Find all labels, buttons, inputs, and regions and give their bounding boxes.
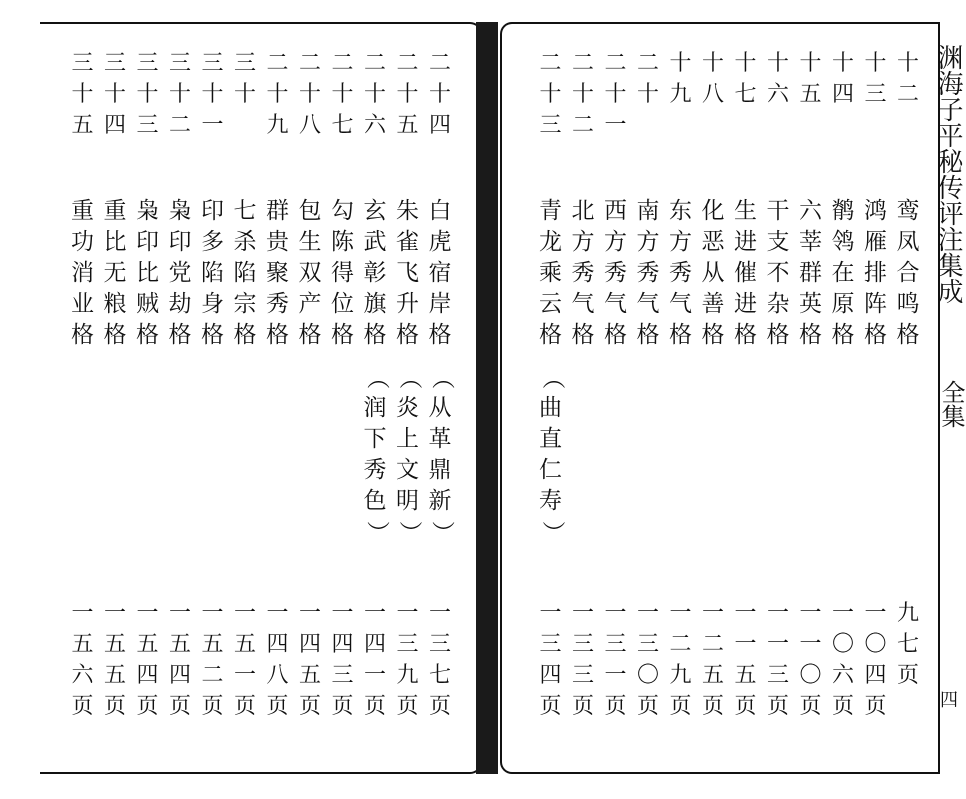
entry-page: 一 三 七 页 <box>428 601 451 719</box>
entry-page: 一 三 九 页 <box>396 601 419 719</box>
entry-number: 三 十 <box>233 51 256 107</box>
entry-alias: （ 炎 上 文 明 ） <box>395 366 422 544</box>
entry-title: 包 生 双 产 格 <box>298 198 322 348</box>
entry-number: 二 十 <box>636 51 659 107</box>
entry-page: 一 五 四 页 <box>168 601 191 719</box>
entry-title: 北 方 秀 气 格 <box>571 198 595 348</box>
entry-title: 南 方 秀 气 格 <box>636 198 660 348</box>
entry-title: 六 莘 群 英 格 <box>799 198 822 348</box>
entry-title: 西 方 秀 气 格 <box>604 198 627 348</box>
entry-page: 一 四 一 页 <box>363 601 386 719</box>
entry-number: 二 十 七 <box>331 51 354 138</box>
entry-title: 重 比 无 粮 格 <box>103 198 127 348</box>
entry-number: 二 十 五 <box>396 51 419 138</box>
entry-page: 一 〇 六 页 <box>831 601 854 719</box>
entry-page: 一 三 一 页 <box>604 601 627 719</box>
entry-title: 勾 陈 得 位 格 <box>331 198 354 348</box>
entry-number: 二 十 九 <box>266 51 289 138</box>
entry-title: 东 方 秀 气 格 <box>669 198 692 348</box>
entry-number: 三 十 一 <box>201 51 224 138</box>
entry-page: 一 三 三 页 <box>571 601 594 719</box>
entry-number: 三 十 四 <box>103 51 126 138</box>
entry-alias: （ 从 革 鼎 新 ） <box>428 366 454 544</box>
entry-page: 一 三 〇 页 <box>636 601 659 719</box>
entry-number: 二 十 六 <box>363 51 386 138</box>
entry-page: 一 一 三 页 <box>766 601 789 719</box>
entry-number: 二 十 八 <box>298 51 321 138</box>
entry-number: 二 十 二 <box>571 51 594 138</box>
book-title: 渊海子平秘传评注集成 <box>933 44 963 304</box>
entry-title: 七 杀 陷 宗 格 <box>233 198 257 348</box>
entry-page: 一 五 四 页 <box>136 601 159 719</box>
entry-title: 枭 印 党 劫 格 <box>168 198 192 348</box>
entry-title: 枭 印 比 贼 格 <box>136 198 159 348</box>
entry-title: 玄 武 彰 旗 格 <box>363 198 387 348</box>
entry-page: 一 〇 四 页 <box>864 601 887 719</box>
book-spine <box>476 22 498 774</box>
entry-title: 群 贵 聚 秀 格 <box>266 198 289 348</box>
entry-page: 一 五 一 页 <box>233 601 256 719</box>
entry-title: 青 龙 乘 云 格 <box>539 198 562 348</box>
entry-number: 三 十 五 <box>71 51 94 138</box>
entry-page: 九 七 页 <box>896 601 919 688</box>
entry-page: 一 一 〇 页 <box>799 601 822 719</box>
entry-page: 一 二 九 页 <box>669 601 692 719</box>
entry-title: 鸿 雁 排 阵 格 <box>864 198 887 348</box>
entry-title: 鹡 鸰 在 原 格 <box>831 198 855 348</box>
entry-alias: （ 曲 直 仁 寿 ） <box>538 366 565 544</box>
entry-alias: （ 润 下 秀 色 ） <box>363 366 389 544</box>
entry-title: 重 功 消 业 格 <box>71 198 94 348</box>
entry-page: 一 五 六 页 <box>71 601 94 719</box>
entry-page: 一 四 三 页 <box>331 601 354 719</box>
entry-page: 一 一 五 页 <box>734 601 757 719</box>
entry-number: 二 十 四 <box>428 51 451 138</box>
entry-number: 十 三 <box>864 51 887 107</box>
entry-number: 十 二 <box>896 51 919 107</box>
entry-page: 一 五 五 页 <box>103 601 126 719</box>
entry-page: 一 四 八 页 <box>266 601 289 719</box>
entry-title: 朱 雀 飞 升 格 <box>396 198 419 348</box>
entry-number: 十 九 <box>669 51 692 107</box>
entry-title: 印 多 陷 身 格 <box>201 198 224 348</box>
entry-title: 化 恶 从 善 格 <box>701 198 725 348</box>
entry-number: 二 十 一 <box>604 51 627 138</box>
volume-label: 全集 <box>937 380 965 428</box>
entry-page: 一 四 五 页 <box>298 601 321 719</box>
entry-title: 白 虎 宿 岸 格 <box>428 198 452 348</box>
entry-page: 一 三 四 页 <box>539 601 562 719</box>
entry-number: 三 十 二 <box>168 51 191 138</box>
entry-number: 三 十 三 <box>136 51 159 138</box>
entry-page: 一 五 二 页 <box>201 601 224 719</box>
entry-number: 十 五 <box>799 51 822 107</box>
entry-number: 十 四 <box>831 51 854 107</box>
entry-title: 鸾 凤 合 鸣 格 <box>896 198 920 348</box>
entry-number: 十 七 <box>734 51 757 107</box>
entry-page: 一 二 五 页 <box>701 601 724 719</box>
entry-number: 二 十 三 <box>539 51 562 138</box>
entry-title: 生 进 催 进 格 <box>734 198 757 348</box>
entry-number: 十 八 <box>701 51 724 107</box>
page-number: 四 <box>940 690 958 711</box>
entry-number: 十 六 <box>766 51 789 107</box>
entry-title: 干 支 不 杂 格 <box>766 198 790 348</box>
